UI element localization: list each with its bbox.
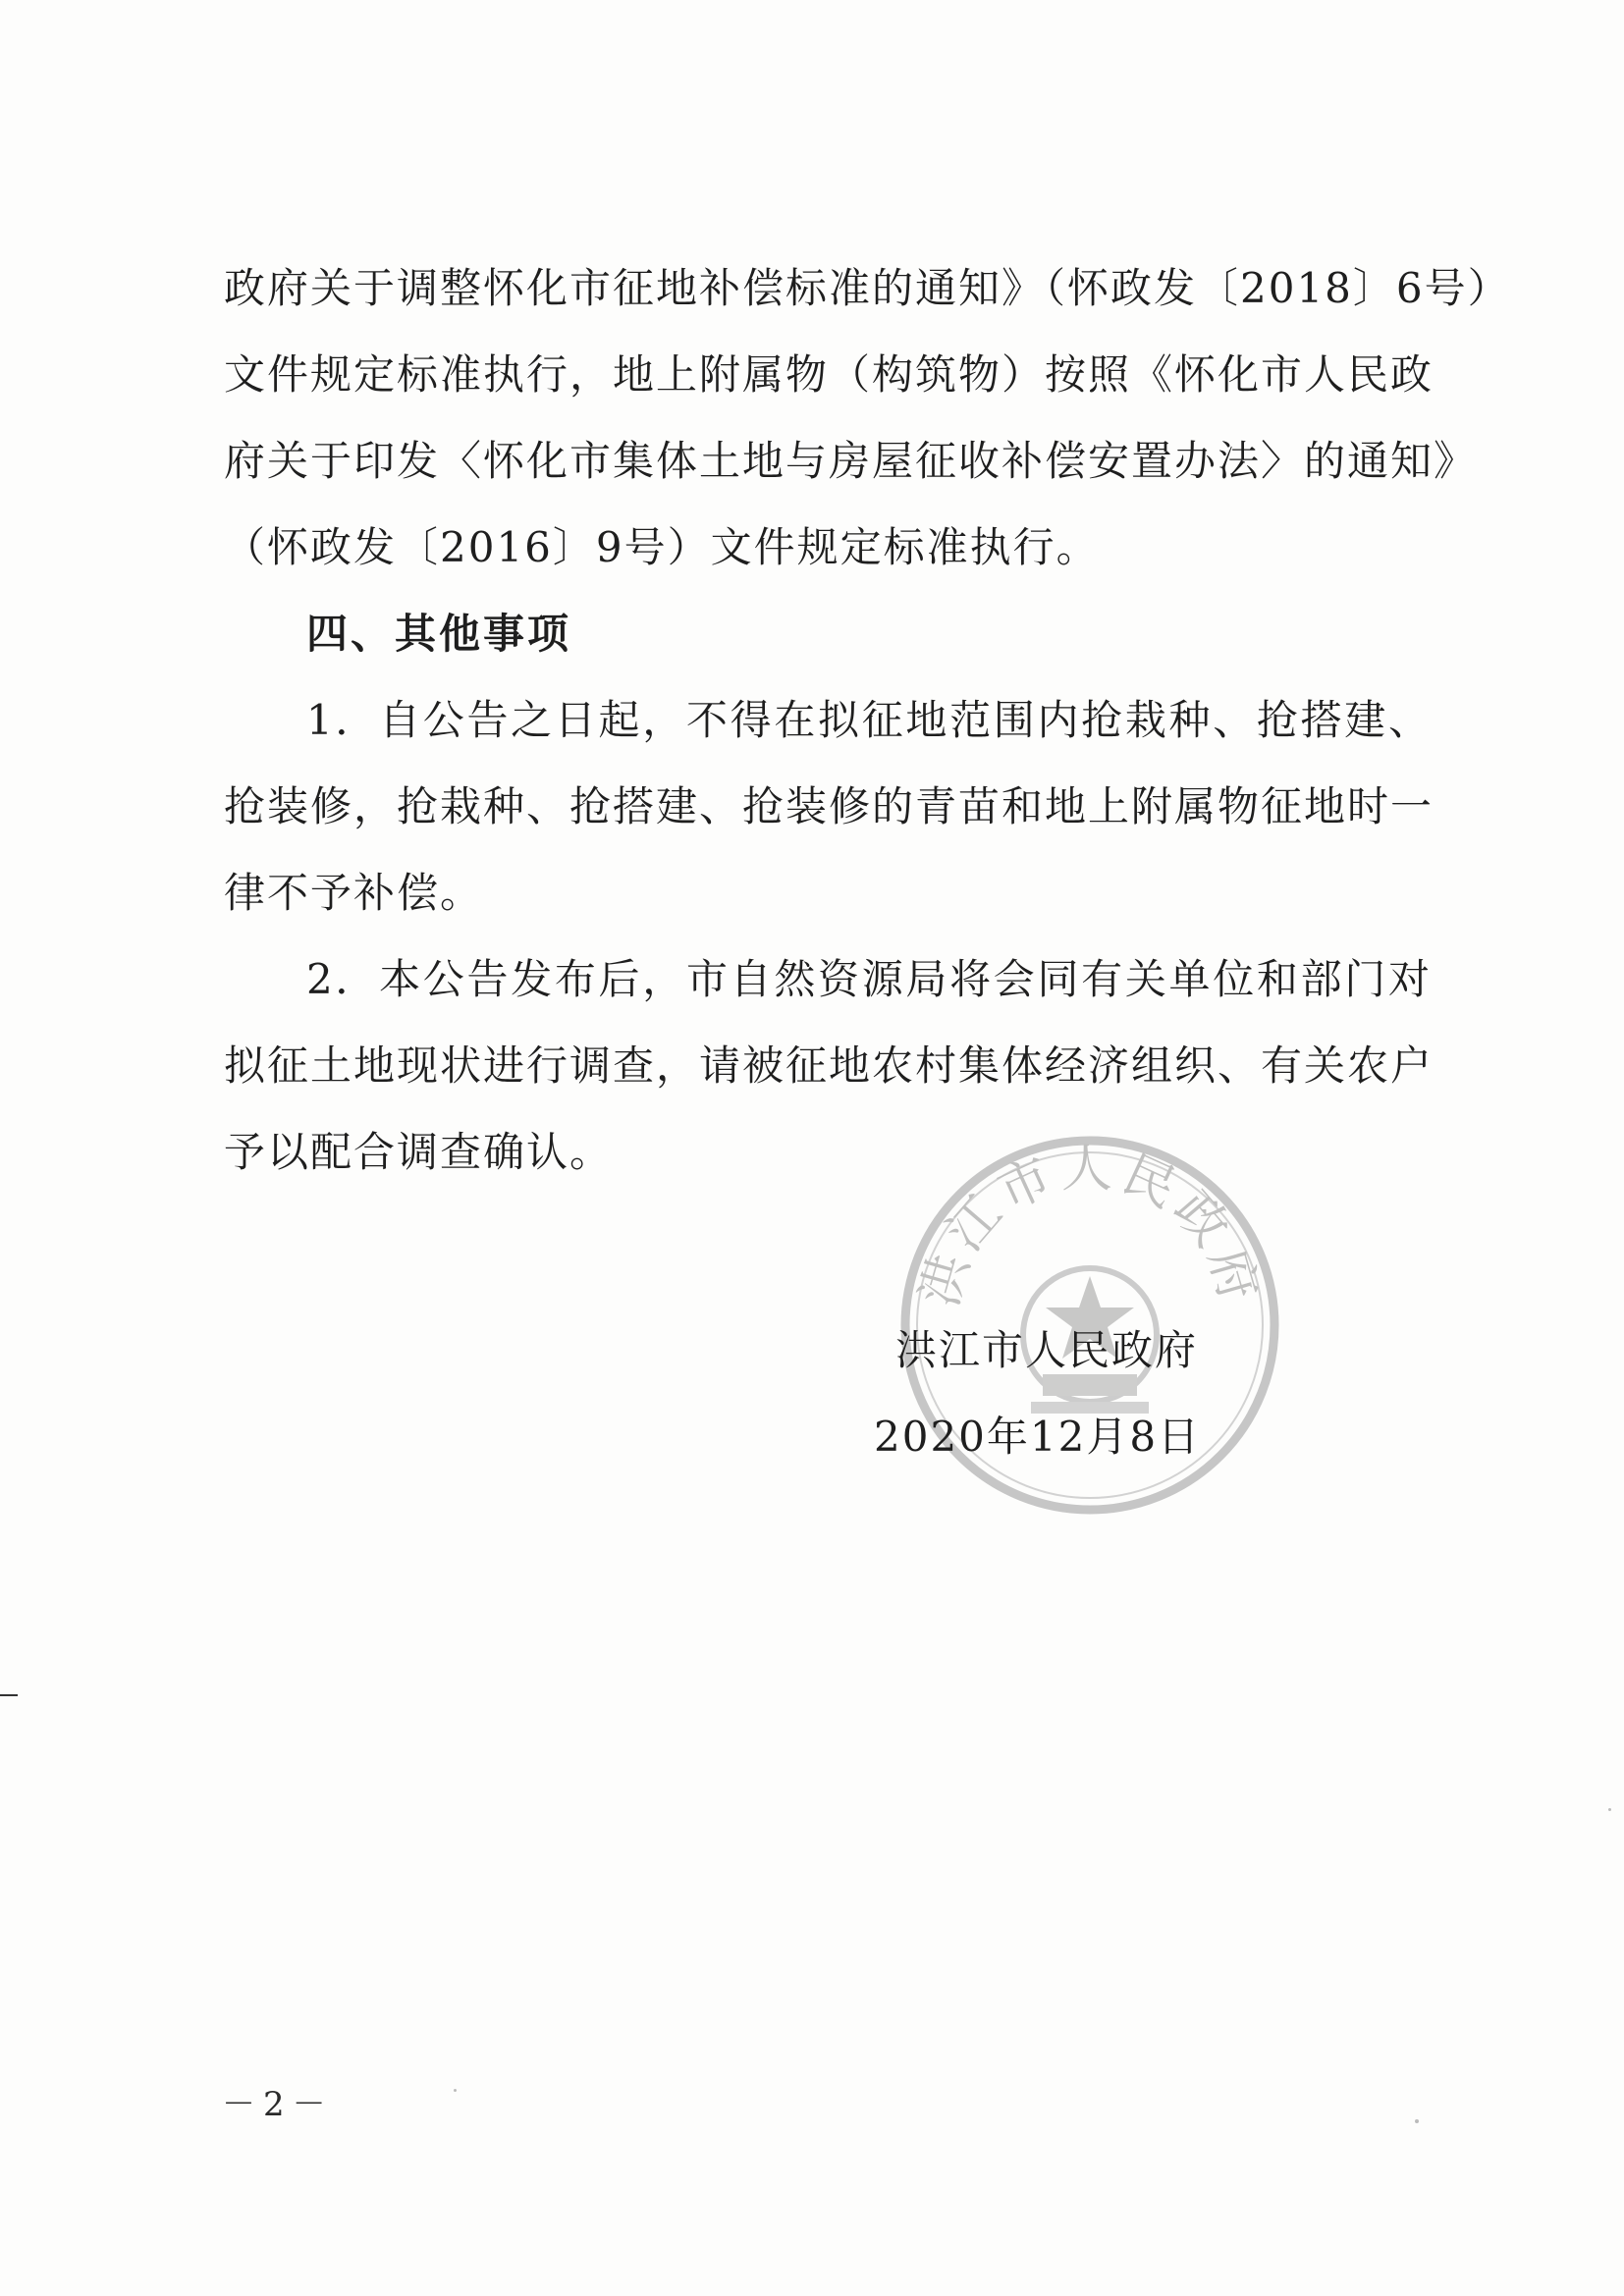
body-line-3: 府关于印发〈怀化市集体土地与房屋征收补偿安置办法〉的通知》 <box>224 437 1478 485</box>
item2-line-3: 予以配合调查确认。 <box>224 1128 614 1176</box>
item1-line-2: 抢装修，抢栽种、抢搭建、抢装修的青苗和地上附属物征地时一 <box>224 782 1435 830</box>
item1-line-1: 1．自公告之日起，不得在拟征地范围内抢栽种、抢搭建、 <box>306 696 1432 744</box>
item2-line-1: 2．本公告发布后，市自然资源局将会同有关单位和部门对 <box>306 955 1432 1003</box>
body-line-2: 文件规定标准执行，地上附属物（构筑物）按照《怀化市人民政 <box>224 350 1435 399</box>
page-number: －2－ <box>222 2085 334 2124</box>
seal-text: 洪江市人民政府 <box>910 1140 1270 1313</box>
scan-speck <box>1415 2119 1419 2123</box>
issuer-name: 洪江市人民政府 <box>895 1326 1199 1374</box>
item1-line-3: 律不予补偿。 <box>224 869 484 917</box>
issue-date: 2020年12月8日 <box>874 1413 1202 1461</box>
section-heading: 四、其他事项 <box>306 610 572 658</box>
item2-line-2: 拟征土地现状进行调查，请被征地农村集体经济组织、有关农户 <box>224 1041 1435 1090</box>
scan-speck <box>454 2089 457 2092</box>
body-line-1: 政府关于调整怀化市征地补偿标准的通知》（怀政发〔2018〕6号） <box>224 264 1511 312</box>
scan-speck <box>1608 1808 1611 1811</box>
body-line-4: （怀政发〔2016〕9号）文件规定标准执行。 <box>224 523 1100 571</box>
binding-mark <box>0 1694 18 1696</box>
